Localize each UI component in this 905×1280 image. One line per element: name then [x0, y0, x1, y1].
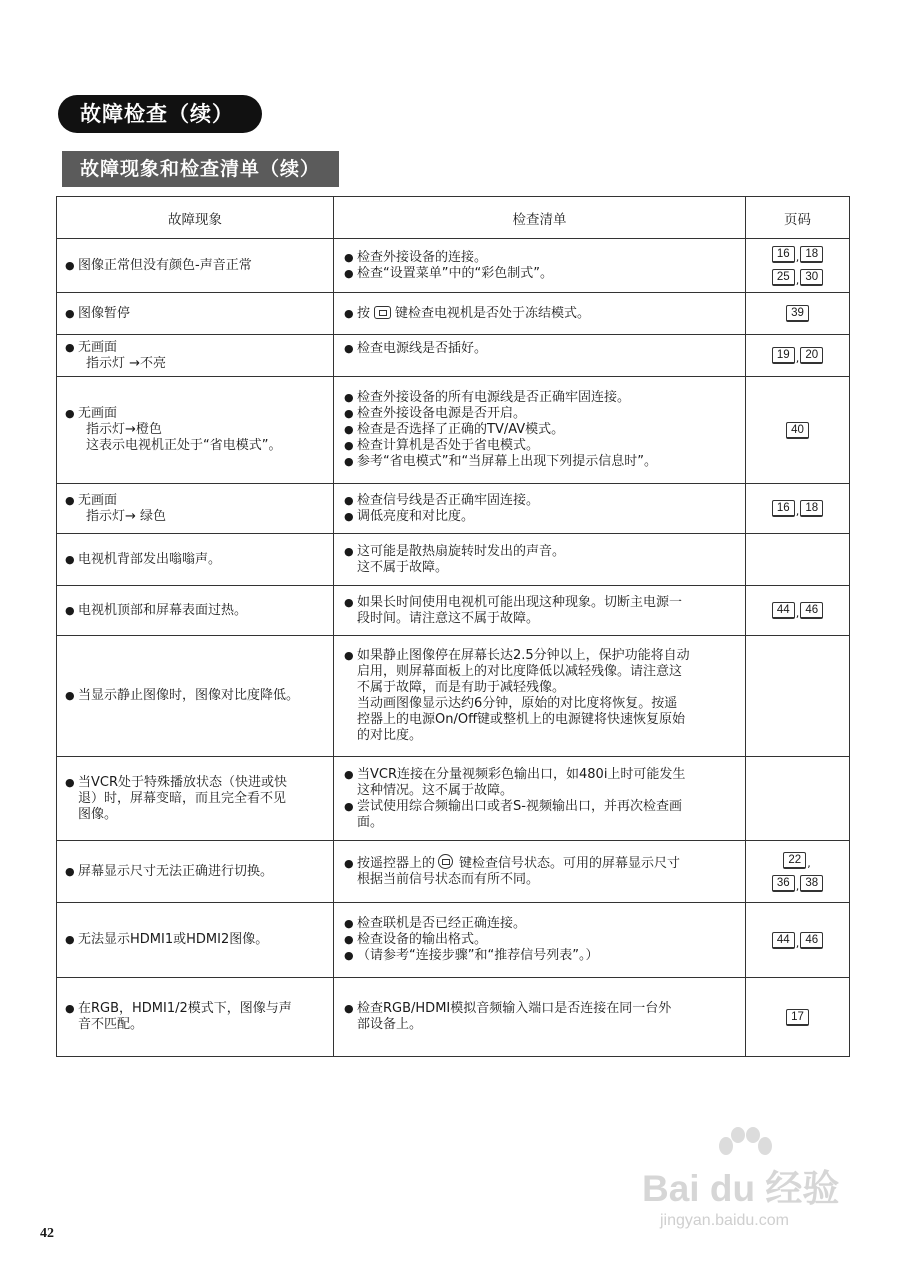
page-ref-icon[interactable]: 46: [800, 932, 823, 949]
table-row: [57, 335, 850, 377]
check-cell: ● 检查RGB/HDMI模拟音频输入端口是否连接在同一台外 部设备上。: [334, 978, 746, 1057]
symptom-cell: ● 无画面 指示灯 →不亮: [57, 335, 334, 377]
page-ref-icon[interactable]: 17: [786, 1009, 809, 1026]
bullet-icon: ●: [344, 949, 354, 962]
page-ref-icon[interactable]: 38: [800, 875, 823, 892]
bullet-icon: ●: [344, 595, 354, 609]
symptom-cell: ● 当显示静止图像时，图像对比度降低。: [57, 636, 334, 757]
table-header-row: [57, 197, 850, 239]
table-row: [57, 903, 850, 978]
bullet-icon: ●: [344, 1002, 354, 1015]
page-ref-icon[interactable]: 20: [800, 347, 823, 364]
bullet-icon: ●: [344, 509, 354, 523]
check-cell: ● 如果静止图像停在屏幕长达2.5分钟以上，保护功能将自动 启用，则屏幕面板上的对比度降低以减轻残像。请注意这 不属于故障，而是有助于减轻残像。 当动画图像显示达约6分钟，原始的对比度将恢复。按遥 控器上的电源On/Off键或整机上的电源键将快速恢复原始 的对比度。: [334, 636, 746, 757]
bullet-icon: ●: [65, 306, 75, 320]
check-cell: ● 这可能是散热扇旋转时发出的声音。 这不属于故障。: [334, 534, 746, 586]
symptom-cell: ● 电视机顶部和屏幕表面过热。: [57, 586, 334, 636]
table-row: [57, 841, 850, 903]
page-cell: [746, 377, 850, 484]
page-ref-icon[interactable]: 18: [800, 500, 823, 517]
bullet-icon: ●: [344, 423, 354, 436]
page-ref-icon[interactable]: 40: [786, 422, 809, 439]
check-cell: ● 如果长时间使用电视机可能出现这种现象。切断主电源一 段时间。请注意这不属于故障。: [334, 586, 746, 636]
table-row: [57, 978, 850, 1057]
header-page: 页码: [746, 197, 850, 239]
page-ref-icon[interactable]: 16: [772, 500, 795, 517]
check-cell: ● 当VCR连接在分量视频彩色输出口，如480i上时可能发生 这种情况。这不属于故障。 ● 尝试使用综合频输出口或者S-视频输出口，并再次检查画 面。: [334, 757, 746, 841]
page-ref-icon[interactable]: 18: [800, 246, 823, 263]
bullet-icon: ●: [65, 689, 75, 702]
check-cell: ● 检查信号线是否正确牢固连接。 ● 调低亮度和对比度。: [334, 484, 746, 534]
watermark-url: jingyan.baidu.com: [660, 1212, 789, 1229]
page-cell: 22 , 36 , 38: [746, 841, 850, 903]
page-cell: [746, 757, 850, 841]
table-row: [57, 239, 850, 293]
table-row: [57, 534, 850, 586]
bullet-icon: ●: [65, 407, 75, 420]
page-ref-icon[interactable]: 25: [772, 269, 795, 286]
bullet-icon: ●: [344, 856, 354, 870]
page-cell: [746, 534, 850, 586]
section-subtitle: 故障现象和检查清单（续）: [62, 151, 339, 187]
table-row: [57, 484, 850, 534]
check-cell: ● 按遥控器上的 键检查信号状态。可用的屏幕显示尺寸 根据当前信号状态而有所不同。: [334, 841, 746, 903]
page-ref-icon[interactable]: 22: [783, 852, 806, 869]
page-ref-icon[interactable]: 19: [772, 347, 795, 364]
check-cell: ● 按 键检查电视机是否处于冻结模式。: [334, 293, 746, 335]
bullet-icon: ●: [65, 933, 75, 946]
symptom-cell: ● 无画面 指示灯→ 绿色: [57, 484, 334, 534]
bullet-icon: ●: [65, 775, 75, 789]
symptom-cell: ● 屏幕显示尺寸无法正确进行切换。: [57, 841, 334, 903]
symptom-cell: ● 无画面 指示灯→橙色 这表示电视机正处于“省电模式”。: [57, 377, 334, 484]
bullet-icon: ●: [344, 266, 354, 280]
page-ref-icon[interactable]: 39: [786, 305, 809, 322]
page-cell: [746, 978, 850, 1057]
bullet-icon: ●: [65, 603, 75, 617]
bullet-icon: ●: [65, 258, 75, 272]
page-number: 42: [40, 1226, 54, 1241]
page-ref-icon[interactable]: 16: [772, 246, 795, 263]
bullet-icon: ●: [344, 342, 354, 355]
page-cell: 44 , 46: [746, 903, 850, 978]
header-check: 检查清单: [334, 197, 746, 239]
bullet-icon: ●: [65, 1002, 75, 1015]
table-row: [57, 636, 850, 757]
bullet-icon: ●: [344, 917, 354, 930]
symptom-cell: ● 图像正常但没有颜色-声音正常: [57, 239, 334, 293]
watermark-logo: Bai du 经验: [642, 1168, 840, 1209]
check-cell: ● 检查外接设备的连接。 ● 检查“设置菜单”中的“彩色制式”。: [334, 239, 746, 293]
bullet-icon: ●: [344, 250, 354, 264]
bullet-icon: ●: [344, 767, 354, 781]
page-cell: [746, 636, 850, 757]
check-cell: ● 检查外接设备的所有电源线是否正确牢固连接。 ● 检查外接设备电源是否开启。 ● 检查是否选择了正确的TV/AV模式。 ● 检查计算机是否处于省电模式。 ● 参考“省电模式”和“当屏幕上出现下列提示信息时”。: [334, 377, 746, 484]
check-cell: ● 检查联机是否已经正确连接。 ● 检查设备的输出格式。 ● （请参考“连接步骤”和“推荐信号列表”。）: [334, 903, 746, 978]
page-ref-icon[interactable]: 36: [772, 875, 795, 892]
page-ref-icon[interactable]: 44: [772, 932, 795, 949]
display-key-icon: [438, 854, 453, 869]
bullet-icon: ●: [344, 306, 354, 320]
page-ref-icon[interactable]: 44: [772, 602, 795, 619]
troubleshooting-table: [56, 196, 850, 1057]
bullet-icon: ●: [65, 552, 75, 566]
page-ref-icon[interactable]: 30: [800, 269, 823, 286]
symptom-cell: ● 电视机背部发出嗡嗡声。: [57, 534, 334, 586]
bullet-icon: ●: [344, 493, 354, 507]
table-row: [57, 377, 850, 484]
header-symptom: 故障现象: [57, 197, 334, 239]
page-ref-icon[interactable]: 46: [800, 602, 823, 619]
symptom-cell: ● 当VCR处于特殊播放状态（快进或快 退）时，屏幕变暗，而且完全看不见 图像。: [57, 757, 334, 841]
table-row: [57, 586, 850, 636]
bullet-icon: ●: [344, 407, 354, 420]
page-cell: 16 , 18: [746, 484, 850, 534]
symptom-cell: ● 无法显示HDMI1或HDMI2图像。: [57, 903, 334, 978]
bullet-icon: ●: [65, 340, 75, 354]
table-row: [57, 293, 850, 335]
bullet-icon: ●: [344, 649, 354, 662]
symptom-cell: ● 在RGB，HDMI1/2模式下，图像与声 音不匹配。: [57, 978, 334, 1057]
bullet-icon: ●: [344, 455, 354, 468]
bullet-icon: ●: [65, 864, 75, 878]
bullet-icon: ●: [344, 799, 354, 813]
bullet-icon: ●: [65, 493, 75, 507]
page-cell: 19 , 20: [746, 335, 850, 377]
check-cell: ● 检查电源线是否插好。: [334, 335, 746, 377]
freeze-key-icon: [374, 306, 391, 319]
bullet-icon: ●: [344, 391, 354, 404]
bullet-icon: ●: [344, 933, 354, 946]
bullet-icon: ●: [344, 544, 354, 558]
page-cell: 44 , 46: [746, 586, 850, 636]
table-row: [57, 757, 850, 841]
page-cell: [746, 293, 850, 335]
page-cell: 16 , 18 25 , 30: [746, 239, 850, 293]
bullet-icon: ●: [344, 439, 354, 452]
page-title: 故障检查（续）: [58, 95, 262, 133]
symptom-cell: ● 图像暂停: [57, 293, 334, 335]
